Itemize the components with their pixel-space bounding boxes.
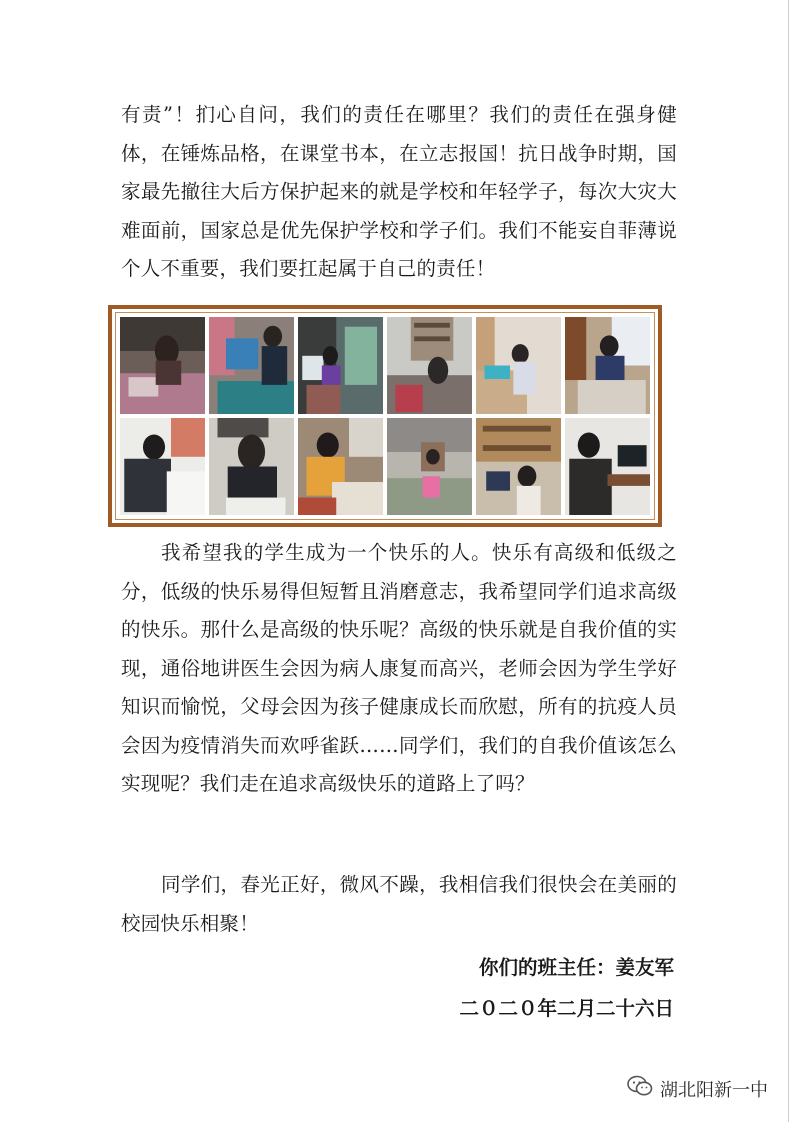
student-photo bbox=[476, 317, 561, 414]
student-photo bbox=[298, 418, 383, 515]
student-photo-collage bbox=[108, 305, 662, 527]
student-photo bbox=[387, 418, 472, 515]
student-photo bbox=[565, 418, 650, 515]
paragraph-happiness-text: 我希望我的学生成为一个快乐的人。快乐有高级和低级之分，低级的快乐易得但短暂且消磨意志，我希望同学们追求高级的快乐。那什么是高级的快乐呢？高级的快乐就是自我价值的实现，通俗地讲医生会因为病人康复而高兴，老师会因为学生学好知识而愉悦，父母会因为孩子健康成长而欣慰，所有的抗疫人员会因为疫情消失而欢呼雀跃……同学们，我们的自我价值该怎么实现呢？我们走在追求高级快乐的道路上了吗？ bbox=[121, 541, 677, 795]
student-photo bbox=[387, 317, 472, 414]
account-name: 湖北阳新一中 bbox=[660, 1079, 768, 1101]
student-photo bbox=[565, 317, 650, 414]
paragraph-responsibility bbox=[121, 96, 677, 289]
date-line: 二０二０年二月二十六日 bbox=[459, 997, 674, 1020]
wechat-icon bbox=[626, 1074, 654, 1103]
paragraph-spring bbox=[121, 866, 677, 943]
student-photo bbox=[120, 418, 205, 515]
student-photo bbox=[298, 317, 383, 414]
student-photo bbox=[476, 418, 561, 515]
student-photo bbox=[120, 317, 205, 414]
page-right-edge bbox=[788, 0, 789, 1122]
student-photo bbox=[209, 418, 294, 515]
account-footer bbox=[626, 1074, 768, 1103]
paragraph-spring-text: 同学们，春光正好，微风不躁，我相信我们很快会在美丽的校园快乐相聚！ bbox=[121, 873, 677, 935]
paragraph-responsibility-text: 有责”！扪心自问，我们的责任在哪里？我们的责任在强身健体，在锤炼品格，在课堂书本，在立志报国！抗日战争时期，国家最先撤往大后方保护起来的就是学校和年轻学子，每次大灾大难面前，国家总是优先保护学校和学子们。我们不能妄自菲薄说个人不重要，我们要扛起属于自己的责任！ bbox=[121, 103, 677, 280]
student-photo bbox=[209, 317, 294, 414]
signature-line: 你们的班主任：姜友军 bbox=[478, 956, 674, 979]
paragraph-happiness bbox=[121, 534, 677, 804]
